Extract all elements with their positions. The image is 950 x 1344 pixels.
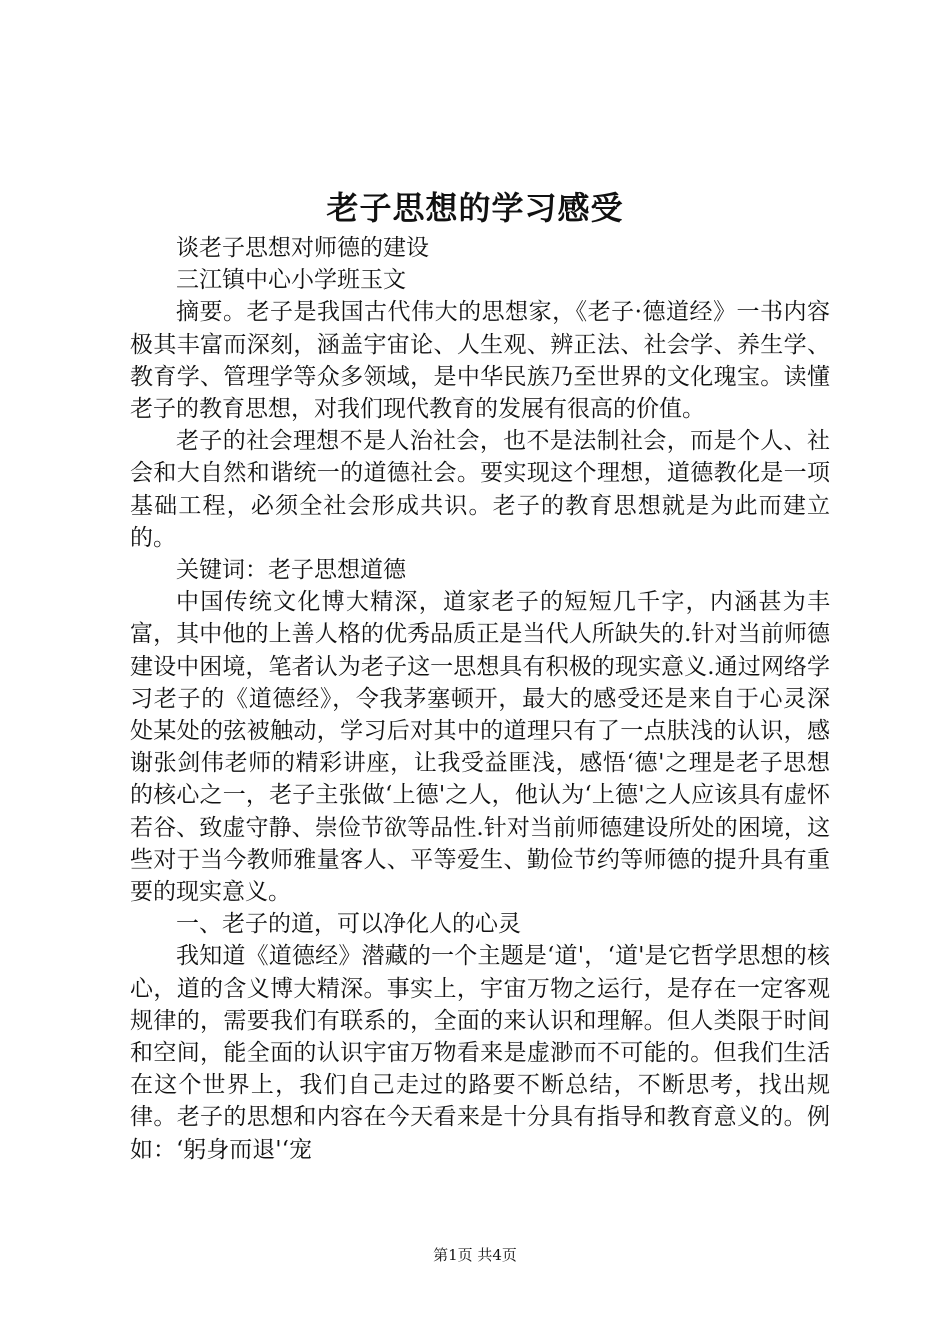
body-paragraph: 我知道《道德经》潜藏的一个主题是‘道'，‘道'是它哲学思想的核心，道的含义博大精深。事实上，宇宙万物之运行，是存在一定客观规律的，需要我们有联系的，全面的来认识和理解。但人类限于时间和空间，能全面的认识宇宙万物看来是虚渺而不可能的。但我们生活在这个世界上，我们自己走过的路要不断总结，不断思考，找出规律。老子的思想和内容在今天看来是十分具有指导和教育意义的。例如：‘躬身而退'‘宠 bbox=[130, 943, 830, 1163]
body-paragraph: 中国传统文化博大精深，道家老子的短短几千字，内涵甚为丰富，其中他的上善人格的优秀品质正是当代人所缺失的.针对当前师德建设中困境，笔者认为老子这一思想具有积极的现实意义.通过网络学习老子的《道德经》，令我茅塞顿开，最大的感受还是来自于心灵深处某处的弦被触动，学习后对其中的道理只有了一点肤浅的认识，感谢张剑伟老师的精彩讲座，让我受益匪浅，感悟‘德'之理是老子思想的核心之一，老子主张做‘上德'之人，他认为‘上德'之人应该具有虚怀若谷、致虚守静、崇俭节欲等品性.针对当前师德建设所处的困境，这些对于当今教师雅量客人、平等爱生、勤俭节约等师德的提升具有重要的现实意义。 bbox=[130, 589, 830, 906]
abstract-paragraph: 摘要。老子是我国古代伟大的思想家，《老子·德道经》一书内容极其丰富而深刻，涵盖宇宙论、人生观、辨正法、社会学、养生学、教育学、管理学等众多领域，是中华民族乃至世界的文化瑰宝。读懂老子的教育思想，对我们现代教育的发展有很高的价值。 bbox=[130, 299, 830, 423]
document-body bbox=[130, 232, 830, 1166]
keywords-line: 关键词：老子思想道德 bbox=[176, 557, 406, 584]
subtitle-line: 谈老子思想对师德的建设 bbox=[176, 235, 429, 261]
document-title: 老子思想的学习感受 bbox=[326, 189, 624, 227]
body-paragraph: 老子的社会理想不是人治社会，也不是法制社会，而是个人、社会和大自然和谐统一的道德社会。要实现这个理想，道德教化是一项基础工程，必须全社会形成共识。老子的教育思想就是为此而建立的。 bbox=[130, 428, 830, 551]
author-line: 三江镇中心小学班玉文 bbox=[176, 267, 406, 294]
page-number: 第1页 共4页 bbox=[433, 1246, 517, 1264]
section-heading: 一、老子的道，可以净化人的心灵 bbox=[176, 911, 521, 938]
